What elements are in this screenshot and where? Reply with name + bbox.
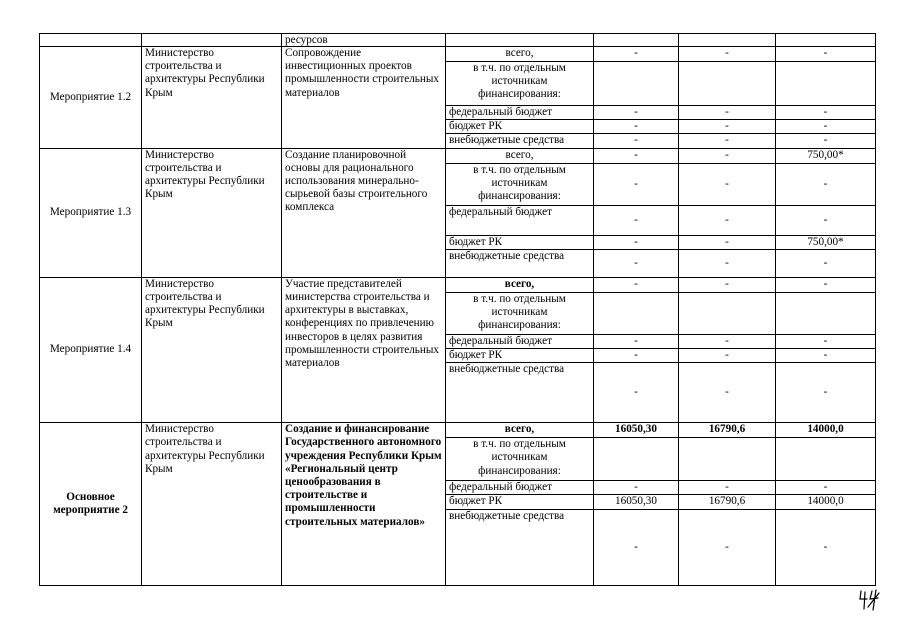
value-cell	[594, 292, 679, 334]
cont-year3-cell	[776, 34, 876, 47]
measure-description: Участие представителей министерства строительства и архитектуры в выставках, конференциях по привлечению инвесторов в целях развития промышленности строительных материалов	[282, 277, 446, 422]
value-cell: -	[679, 509, 776, 585]
source-by-source: в т.ч. по отдельным источникам финансирования:	[446, 292, 594, 334]
value-cell: -	[679, 120, 776, 134]
source-federal: федеральный бюджет	[446, 334, 594, 348]
value-cell: -	[776, 106, 876, 120]
value-cell: -	[594, 249, 679, 277]
value-cell: -	[594, 205, 679, 235]
value-cell: -	[594, 277, 679, 292]
value-cell: -	[776, 205, 876, 235]
value-cell: -	[776, 334, 876, 348]
source-total: всего,	[446, 148, 594, 163]
cont-year1-cell	[594, 34, 679, 47]
source-total: всего,	[446, 423, 594, 438]
value-cell: -	[776, 277, 876, 292]
value-cell: -	[776, 163, 876, 205]
handwritten-page-number	[858, 589, 882, 611]
value-cell: -	[679, 148, 776, 163]
value-cell: 14000,0	[776, 495, 876, 509]
value-cell: -	[776, 509, 876, 585]
value-cell: 750,00*	[776, 148, 876, 163]
measure-executor: Министерство строительства и архитектуры Республики Крым	[142, 148, 282, 277]
source-by-source: в т.ч. по отдельным источникам финансирования:	[446, 163, 594, 205]
value-cell: -	[679, 205, 776, 235]
program-table	[39, 33, 876, 586]
source-rk: бюджет РК	[446, 235, 594, 249]
value-cell: 16050,30	[594, 495, 679, 509]
measure-name: Мероприятие 1.2	[40, 47, 142, 149]
source-federal: федеральный бюджет	[446, 205, 594, 235]
source-extra: внебюджетные средства	[446, 509, 594, 585]
source-by-source: в т.ч. по отдельным источникам финансирования:	[446, 62, 594, 106]
value-cell: -	[594, 363, 679, 423]
value-cell: -	[776, 249, 876, 277]
cont-year2-cell	[679, 34, 776, 47]
cont-measure-cell	[40, 34, 142, 47]
value-cell: -	[594, 148, 679, 163]
value-cell: -	[594, 235, 679, 249]
value-cell: 14000,0	[776, 423, 876, 438]
source-rk: бюджет РК	[446, 495, 594, 509]
measure-executor: Министерство строительства и архитектуры Республики Крым	[142, 47, 282, 149]
cont-executor-cell	[142, 34, 282, 47]
value-cell: -	[679, 349, 776, 363]
measure-description: Создание и финансирование Государственного автономного учреждения Республики Крым «Региональный центр ценообразования в строительстве и промышленности строительных материалов»	[282, 423, 446, 585]
value-cell: 16050,30	[594, 423, 679, 438]
value-cell: -	[679, 47, 776, 62]
value-cell: -	[679, 249, 776, 277]
value-cell: -	[594, 47, 679, 62]
measure-description: Создание планировочной основы для рационального использования минерально-сырьевой базы строительного комплекса	[282, 148, 446, 277]
value-cell: -	[679, 277, 776, 292]
source-extra: внебюджетные средства	[446, 134, 594, 148]
value-cell: 750,00*	[776, 235, 876, 249]
value-cell: -	[776, 363, 876, 423]
source-by-source: в т.ч. по отдельным источникам финансирования:	[446, 438, 594, 481]
value-cell: -	[776, 47, 876, 62]
source-total: всего,	[446, 47, 594, 62]
value-cell: -	[776, 349, 876, 363]
source-extra: внебюджетные средства	[446, 363, 594, 423]
value-cell: 16790,6	[679, 495, 776, 509]
measure-name: Мероприятие 1.4	[40, 277, 142, 422]
value-cell: -	[679, 334, 776, 348]
value-cell: -	[594, 106, 679, 120]
measure-description: Сопровождение инвестиционных проектов промышленности строительных материалов	[282, 47, 446, 149]
value-cell: -	[776, 481, 876, 495]
source-federal: федеральный бюджет	[446, 481, 594, 495]
source-federal: федеральный бюджет	[446, 106, 594, 120]
value-cell	[776, 438, 876, 481]
value-cell	[776, 62, 876, 106]
source-extra: внебюджетные средства	[446, 249, 594, 277]
cont-description-cell: ресурсов	[282, 34, 446, 47]
value-cell	[594, 438, 679, 481]
value-cell: -	[679, 363, 776, 423]
source-rk: бюджет РК	[446, 349, 594, 363]
value-cell: -	[594, 134, 679, 148]
value-cell: -	[679, 235, 776, 249]
source-total: всего,	[446, 277, 594, 292]
value-cell	[679, 438, 776, 481]
value-cell	[679, 292, 776, 334]
value-cell: -	[594, 349, 679, 363]
value-cell: -	[594, 509, 679, 585]
value-cell: -	[776, 134, 876, 148]
value-cell: -	[679, 163, 776, 205]
value-cell	[679, 62, 776, 106]
value-cell: -	[776, 120, 876, 134]
measure-executor: Министерство строительства и архитектуры Республики Крым	[142, 277, 282, 422]
value-cell: -	[679, 134, 776, 148]
value-cell: -	[594, 163, 679, 205]
value-cell: -	[594, 481, 679, 495]
cont-source-cell	[446, 34, 594, 47]
measure-executor: Министерство строительства и архитектуры Республики Крым	[142, 423, 282, 585]
measure-name: Мероприятие 1.3	[40, 148, 142, 277]
value-cell: 16790,6	[679, 423, 776, 438]
value-cell: -	[594, 120, 679, 134]
value-cell: -	[679, 106, 776, 120]
measure-name: Основное мероприятие 2	[40, 423, 142, 585]
value-cell	[776, 292, 876, 334]
source-rk: бюджет РК	[446, 120, 594, 134]
value-cell	[594, 62, 679, 106]
value-cell: -	[679, 481, 776, 495]
value-cell: -	[594, 334, 679, 348]
